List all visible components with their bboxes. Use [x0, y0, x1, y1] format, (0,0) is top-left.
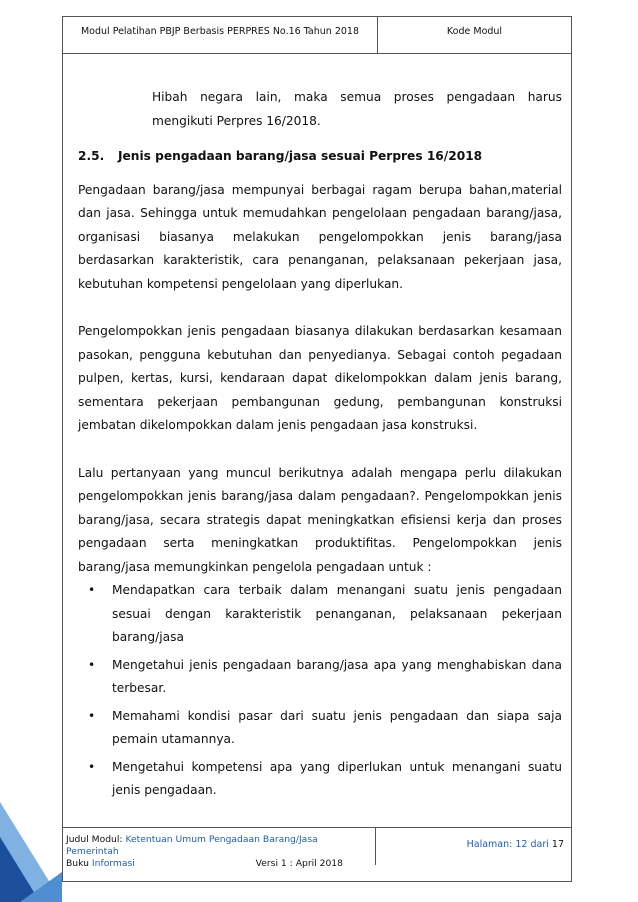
- list-item: • Mendapatkan cara terbaik dalam menangani suatu jenis pengadaan sesuai dengan karakteristik penanganan, pelaksanaan pekerjaan barang/jasa: [78, 579, 562, 650]
- footer-versi: Versi 1 : April 2018: [255, 858, 343, 869]
- section-heading: [78, 145, 562, 169]
- footer-buku-value: Informasi: [91, 858, 135, 869]
- header-module-title: Modul Pelatihan PBJP Berbasis PERPRES No.16 Tahun 2018: [63, 17, 378, 53]
- footer-page-number: [376, 828, 572, 865]
- footer-halaman-label: Halaman: 12 dari: [466, 839, 549, 850]
- footer-info: [62, 828, 376, 869]
- footer-judul-label: Judul Modul:: [66, 834, 123, 845]
- page-footer: [62, 827, 572, 869]
- section-number: 2.5.: [78, 149, 105, 163]
- corner-decoration-graphic: [0, 782, 62, 902]
- paragraph-1: Pengadaan barang/jasa mempunyai berbagai ragam berupa bahan,material dan jasa. Sehingga untuk memudahkan pengelolaan pengadaan barang/jasa, organisasi biasanya melakukan pengelompokkan jenis barang/jasa berdasarkan karakteristik, cara penanganan, pelaksanaan pekerjaan jasa, kebutuhan kompetensi pengelolaan yang diperlukan.: [78, 182, 562, 291]
- bullet-icon: •: [88, 708, 96, 723]
- bullet-list: [78, 579, 562, 803]
- list-item: • Mengetahui kompetensi apa yang diperlukan untuk menangani suatu jenis pengadaan.: [78, 756, 562, 803]
- page-header: [62, 16, 572, 54]
- footer-halaman-total: 17: [551, 839, 564, 850]
- page-body: [78, 86, 562, 807]
- header-module-code: Kode Modul: [446, 26, 503, 37]
- footer-judul-value: Ketentuan Umum Pengadaan Barang/Jasa Pemerintah: [66, 834, 318, 857]
- list-item: • Mengetahui jenis pengadaan barang/jasa apa yang menghabiskan dana terbesar.: [78, 654, 562, 701]
- section-title: Jenis pengadaan barang/jasa sesuai Perpres 16/2018: [118, 149, 483, 163]
- footer-buku-label: Buku: [66, 858, 89, 869]
- paragraph-2: Pengelompokkan jenis pengadaan biasanya dilakukan berdasarkan kesamaan pasokan, pengguna kebutuhan dan penyedianya. Sebagai contoh pegadaan pulpen, kertas, kursi, kendaraan dapat dikelompokkan dalam jenis barang, sementara pekerjaan pembangunan gedung, pembangunan konstruksi jembatan dikelompokkan dalam jenis pengadaan jasa konstruksi.: [78, 324, 562, 432]
- bullet-icon: •: [88, 657, 96, 672]
- list-item: • Memahami kondisi pasar dari suatu jenis pengadaan dan siapa saja pemain utamannya.: [78, 705, 562, 752]
- intro-paragraph: Hibah negara lain, maka semua proses pengadaan harus mengikuti Perpres 16/2018.: [152, 90, 562, 128]
- bullet-icon: •: [88, 759, 96, 774]
- bullet-icon: •: [88, 583, 96, 597]
- paragraph-3: Lalu pertanyaan yang muncul berikutnya adalah mengapa perlu dilakukan pengelompokkan jenis barang/jasa dalam pengadaan?. Pengelompokkan jenis barang/jasa, secara strategis dapat meningkatkan efisiensi kerja dan proses pengadaan serta meningkatkan produktifitas. Pengelompokkan jenis barang/jasa memungkinkan pengelola pengadaan untuk :: [78, 465, 562, 574]
